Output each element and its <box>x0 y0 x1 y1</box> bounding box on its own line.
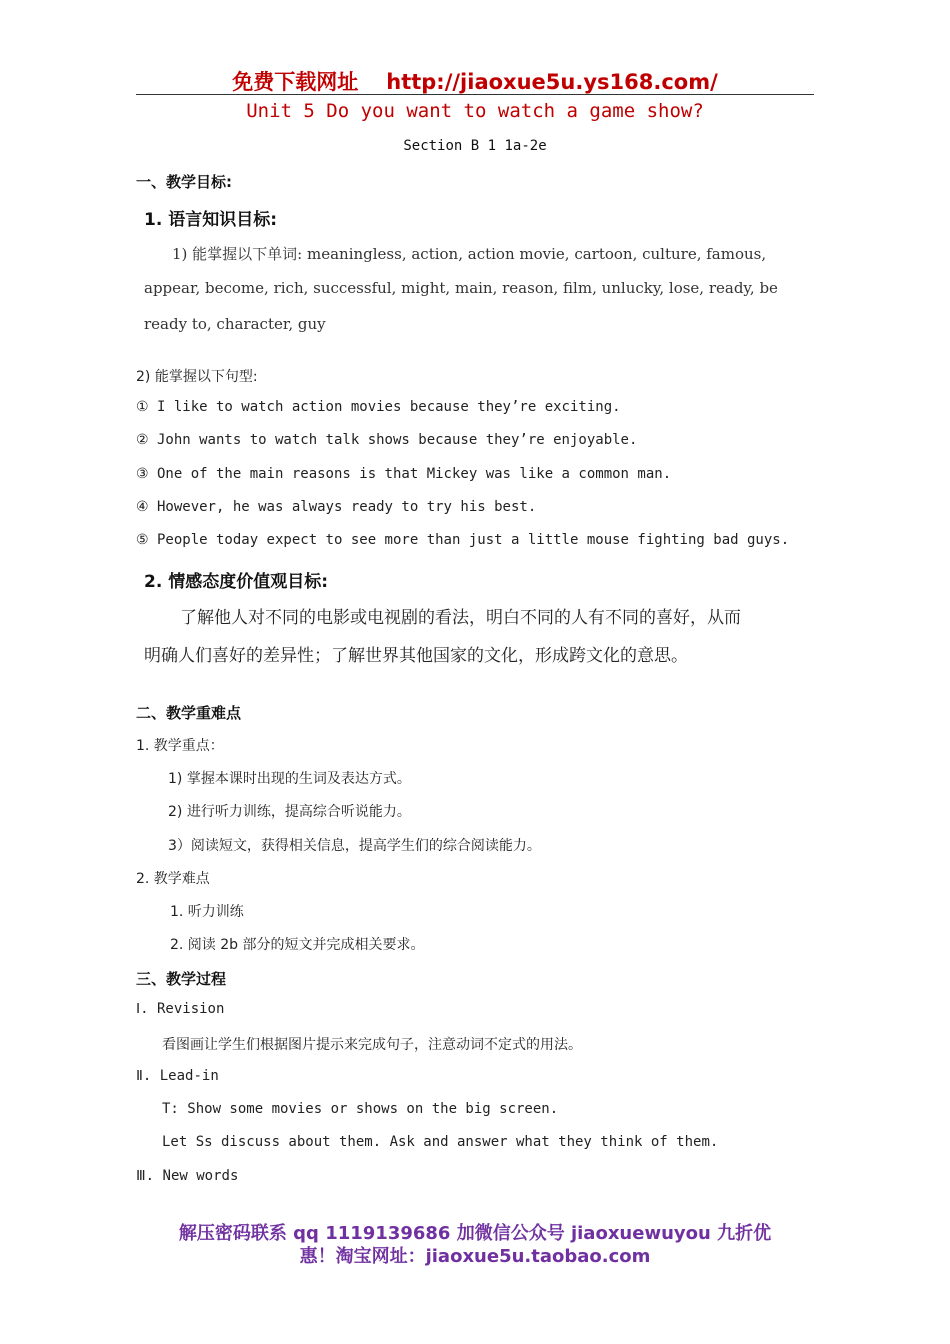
sentence-patterns-heading: 2) 能掌握以下句型: <box>136 369 258 385</box>
vocab-line-3: ready to, character, guy <box>144 315 326 333</box>
revision-heading: Ⅰ. Revision <box>136 1001 225 1017</box>
sentence-5: ⑤ People today expect to see more than just a little mouse fighting bad guys. <box>136 532 790 548</box>
goal1-heading: 1. 语言知识目标: <box>144 210 278 230</box>
footer-line-2: 惠！淘宝网址：jiaoxue5u.taobao.com <box>299 1246 651 1267</box>
goal2-line-2: 明确人们喜好的差异性；了解世界其他国家的文化，形成跨文化的意思。 <box>144 646 688 666</box>
part1-heading: 一、教学目标: <box>136 173 232 191</box>
difficult-points-heading: 2. 教学难点 <box>136 871 210 887</box>
goal2-line-1: 了解他人对不同的电影或电视剧的看法，明白不同的人有不同的喜好，从而 <box>180 608 741 628</box>
vocab-line-2: appear, become, rich, successful, might, main, reason, film, unlucky, lose, ready, be <box>144 279 778 297</box>
key-point-1: 1) 掌握本课时出现的生词及表达方式。 <box>168 771 411 787</box>
vocab-line-1: 1) 能掌握以下单词: meaningless, action, action movie, cartoon, culture, famous, <box>172 245 767 263</box>
goal2-heading: 2. 情感态度价值观目标: <box>144 572 329 592</box>
page-title: Unit 5 Do you want to watch a game show? <box>246 100 704 122</box>
leadin-line-1: T: Show some movies or shows on the big screen. <box>162 1101 559 1117</box>
key-point-3: 3）阅读短文，获得相关信息，提高学生们的综合阅读能力。 <box>168 838 541 854</box>
section-label: Section B 1 1a-2e <box>403 138 547 154</box>
header-divider <box>136 94 814 95</box>
sentence-2: ② John wants to watch talk shows because they’re enjoyable. <box>136 432 638 448</box>
part2-heading: 二、教学重难点 <box>136 704 242 722</box>
difficult-point-2: 2. 阅读 2b 部分的短文并完成相关要求。 <box>170 937 425 953</box>
leadin-heading: Ⅱ. Lead-in <box>136 1068 219 1084</box>
footer-line-1: 解压密码联系 qq 1119139686 加微信公众号 jiaoxuewuyou 九折优 <box>178 1223 772 1244</box>
new-words-heading: Ⅲ. New words <box>136 1168 239 1184</box>
part3-heading: 三、教学过程 <box>136 970 227 988</box>
key-point-2: 2) 进行听力训练，提高综合听说能力。 <box>168 804 411 820</box>
difficult-point-1: 1. 听力训练 <box>170 904 244 920</box>
header-label: 免费下载网址 <box>232 70 359 94</box>
download-header <box>0 66 950 96</box>
sentence-1: ① I like to watch action movies because they’re exciting. <box>136 399 621 415</box>
revision-text: 看图画让学生们根据图片提示来完成句子，注意动词不定式的用法。 <box>162 1037 582 1053</box>
leadin-line-2: Let Ss discuss about them. Ask and answer what they think of them. <box>162 1134 719 1150</box>
sentence-4: ④ However, he was always ready to try his best. <box>136 499 537 515</box>
sentence-3: ③ One of the main reasons is that Mickey was like a common man. <box>136 466 672 482</box>
key-points-heading: 1. 教学重点： <box>136 738 224 754</box>
header-url-link[interactable]: http://jiaoxue5u.ys168.com/ <box>386 70 718 94</box>
